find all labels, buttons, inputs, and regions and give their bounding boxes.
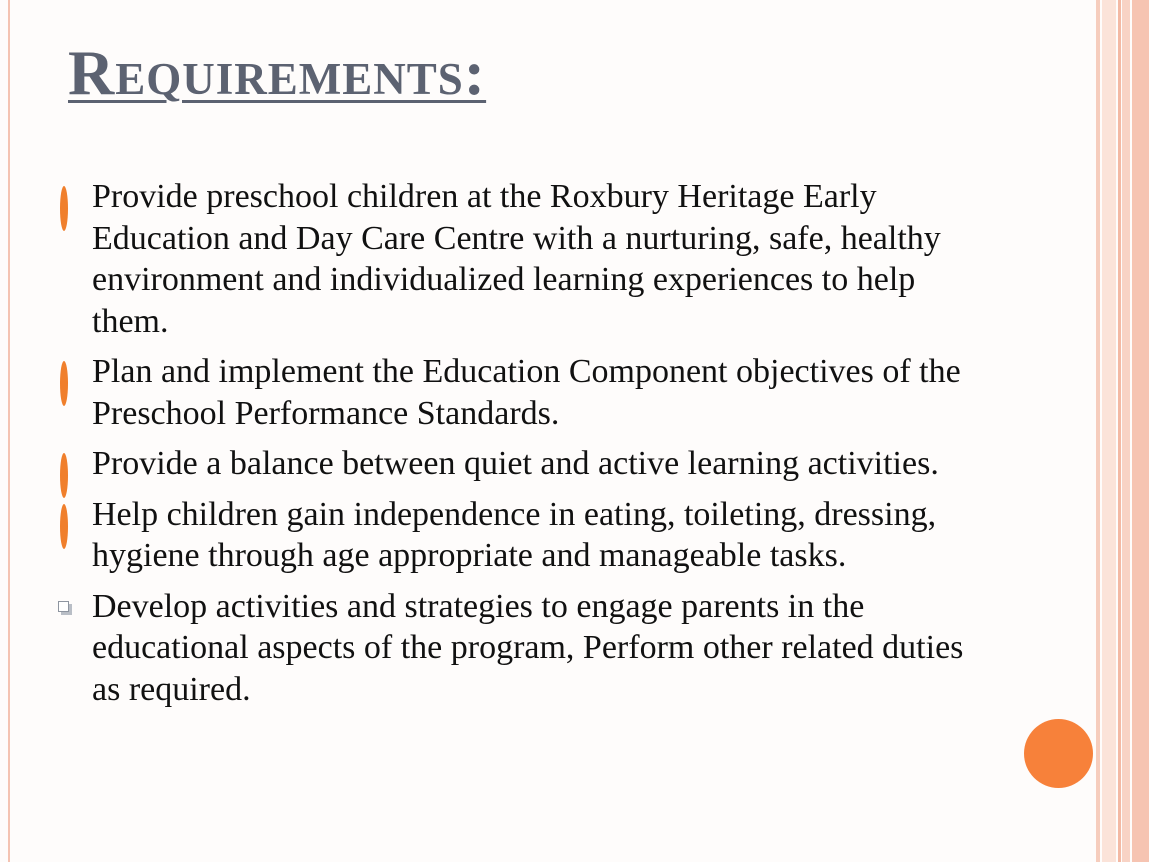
- left-border-line: [8, 0, 10, 862]
- right-stripe: [1102, 0, 1116, 862]
- bullet-item: [56, 351, 996, 434]
- bullet-item: [56, 494, 996, 577]
- orange-ring-icon: [60, 188, 78, 206]
- bullet-text: Provide preschool children at the Roxbury Heritage Early Education and Day Care Centre with a nurturing, safe, healthy environment and individualized learning experiences to help them.: [92, 178, 941, 340]
- right-stripe: [1122, 0, 1130, 862]
- bullet-text: Help children gain independence in eating, toileting, dressing, hygiene through age appropriate and manageable tasks.: [92, 495, 937, 574]
- bullet-text: Plan and implement the Education Component objectives of the Preschool Performance Standards.: [92, 353, 961, 432]
- slide-title: Requirements:: [68, 37, 487, 108]
- bullet-text: Develop activities and strategies to engage parents in the educational aspects of the program, Perform other related duties as required.: [92, 587, 964, 708]
- bullet-item: [56, 586, 996, 711]
- orange-ring-icon: [60, 506, 78, 524]
- square-checkbox-icon: [58, 601, 74, 617]
- right-stripe: [1118, 0, 1121, 862]
- bullet-list: [56, 176, 996, 719]
- bullet-text: Provide a balance between quiet and active learning activities.: [92, 445, 939, 482]
- right-stripe: [1096, 0, 1100, 862]
- right-stripe: [1132, 0, 1149, 862]
- decorative-circle: [1024, 719, 1093, 788]
- orange-ring-icon: [60, 455, 78, 473]
- orange-ring-icon: [60, 363, 78, 381]
- bullet-item: [56, 176, 996, 342]
- bullet-item: [56, 443, 996, 485]
